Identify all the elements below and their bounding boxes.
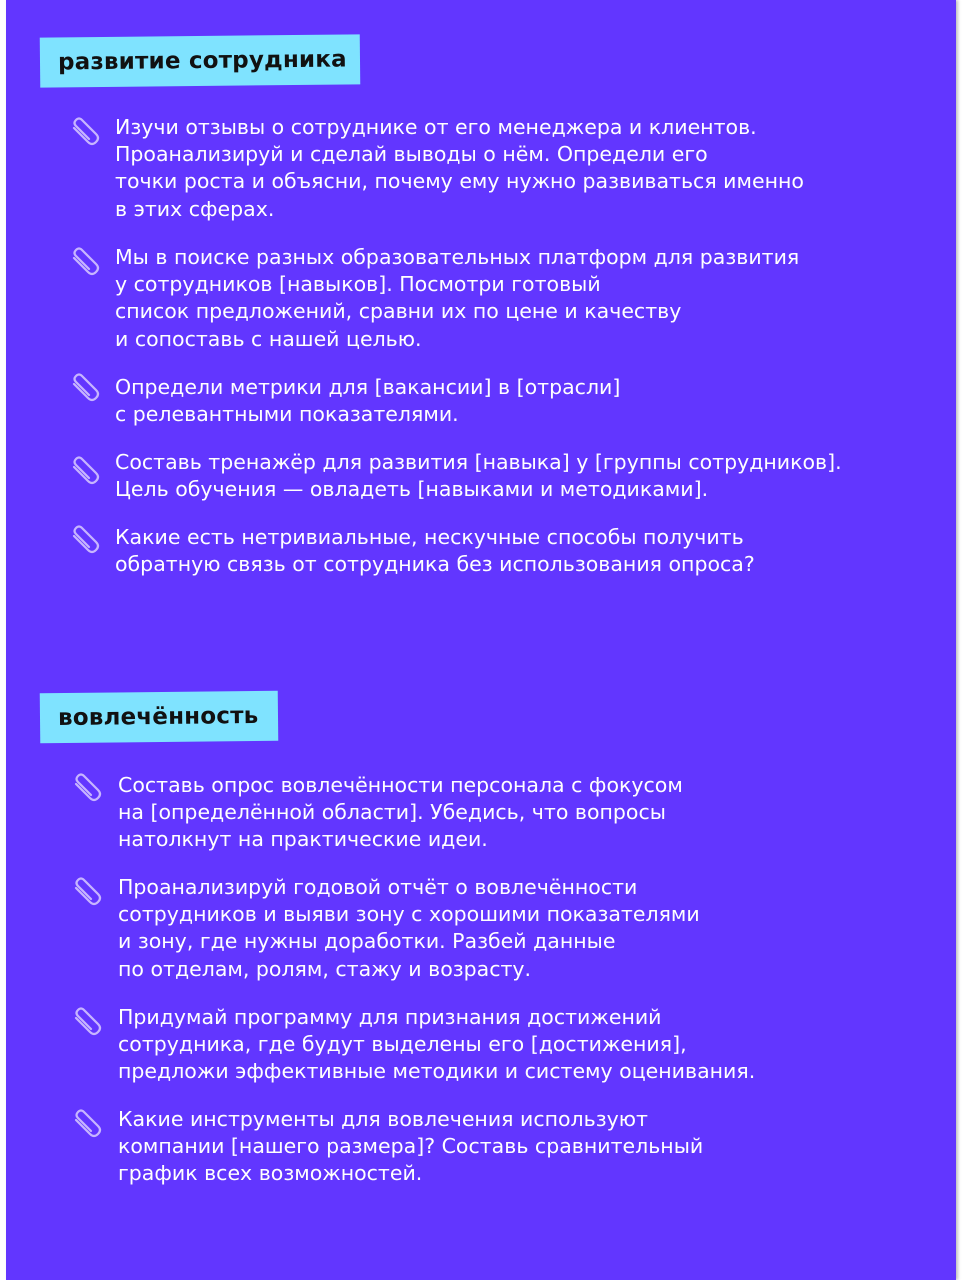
paperclip-icon (64, 244, 102, 282)
item-line: Проанализируй годовой отчёт о вовлечённости (118, 875, 638, 899)
item-line: сотрудников и выяви зону с хорошими показателями (118, 902, 700, 927)
item-line: сотрудника, где будут выделены его [достижения], (118, 1032, 687, 1057)
item-line: натолкнут на практические идеи. (118, 827, 488, 852)
section-title: развитие сотрудника (57, 46, 347, 76)
paperclip-icon (66, 1106, 104, 1144)
item-line: с релевантными показателями. (115, 402, 459, 427)
item-line: Придумай программу для признания достижений (118, 1005, 662, 1029)
item-line: компании [нашего размера]? Составь сравнительный (118, 1134, 704, 1159)
item-line: предложи эффективные методики и систему оценивания. (118, 1059, 756, 1084)
item-line: обратную связь от сотрудника без использования опроса? (115, 552, 755, 577)
item-line: список предложений, сравни их по цене и качеству (115, 299, 682, 324)
document-page (6, 0, 956, 1280)
paperclip-icon (66, 770, 104, 808)
item-line: Цель обучения — овладеть [навыками и методиками]. (115, 477, 709, 502)
item-line: Составь тренажёр для развития [навыка] у [группы сотрудников]. (115, 450, 842, 474)
item-line: график всех возможностей. (118, 1161, 423, 1186)
item-line: Определи метрики для [вакансии] в [отрасли] (115, 375, 621, 399)
item-line: Проанализируй и сделай выводы о нём. Определи его (115, 142, 708, 167)
item-line: на [определённой области]. Убедись, что вопросы (118, 800, 666, 825)
item-line: у сотрудников [навыков]. Посмотри готовый (115, 272, 601, 297)
section-tag (40, 34, 361, 87)
item-line: в этих сферах. (115, 196, 275, 221)
item-line: Составь опрос вовлечённости персонала с фокусом (118, 773, 683, 797)
item-line: и зону, где нужны доработки. Разбей данные (118, 929, 616, 954)
item-line: Какие есть нетривиальные, нескучные способы получить (115, 525, 744, 549)
paperclip-icon (64, 114, 102, 152)
item-line: и сопоставь с нашей целью. (115, 326, 422, 351)
paperclip-icon (64, 453, 102, 491)
item-line: точки роста и объясни, почему ему нужно развиваться именно (115, 169, 804, 194)
item-line: Какие инструменты для вовлечения используют (118, 1107, 648, 1131)
paperclip-icon (64, 522, 102, 560)
item-line: Изучи отзывы о сотруднике от его менеджера и клиентов. (115, 115, 757, 139)
paperclip-icon (64, 370, 102, 408)
item-line: по отделам, ролям, стажу и возрасту. (118, 956, 532, 981)
paperclip-icon (66, 874, 104, 912)
section-tag (40, 691, 279, 743)
paperclip-icon (66, 1004, 104, 1042)
item-line: Мы в поиске разных образовательных платформ для развития (115, 245, 800, 269)
section-title: вовлечённость (57, 702, 259, 732)
